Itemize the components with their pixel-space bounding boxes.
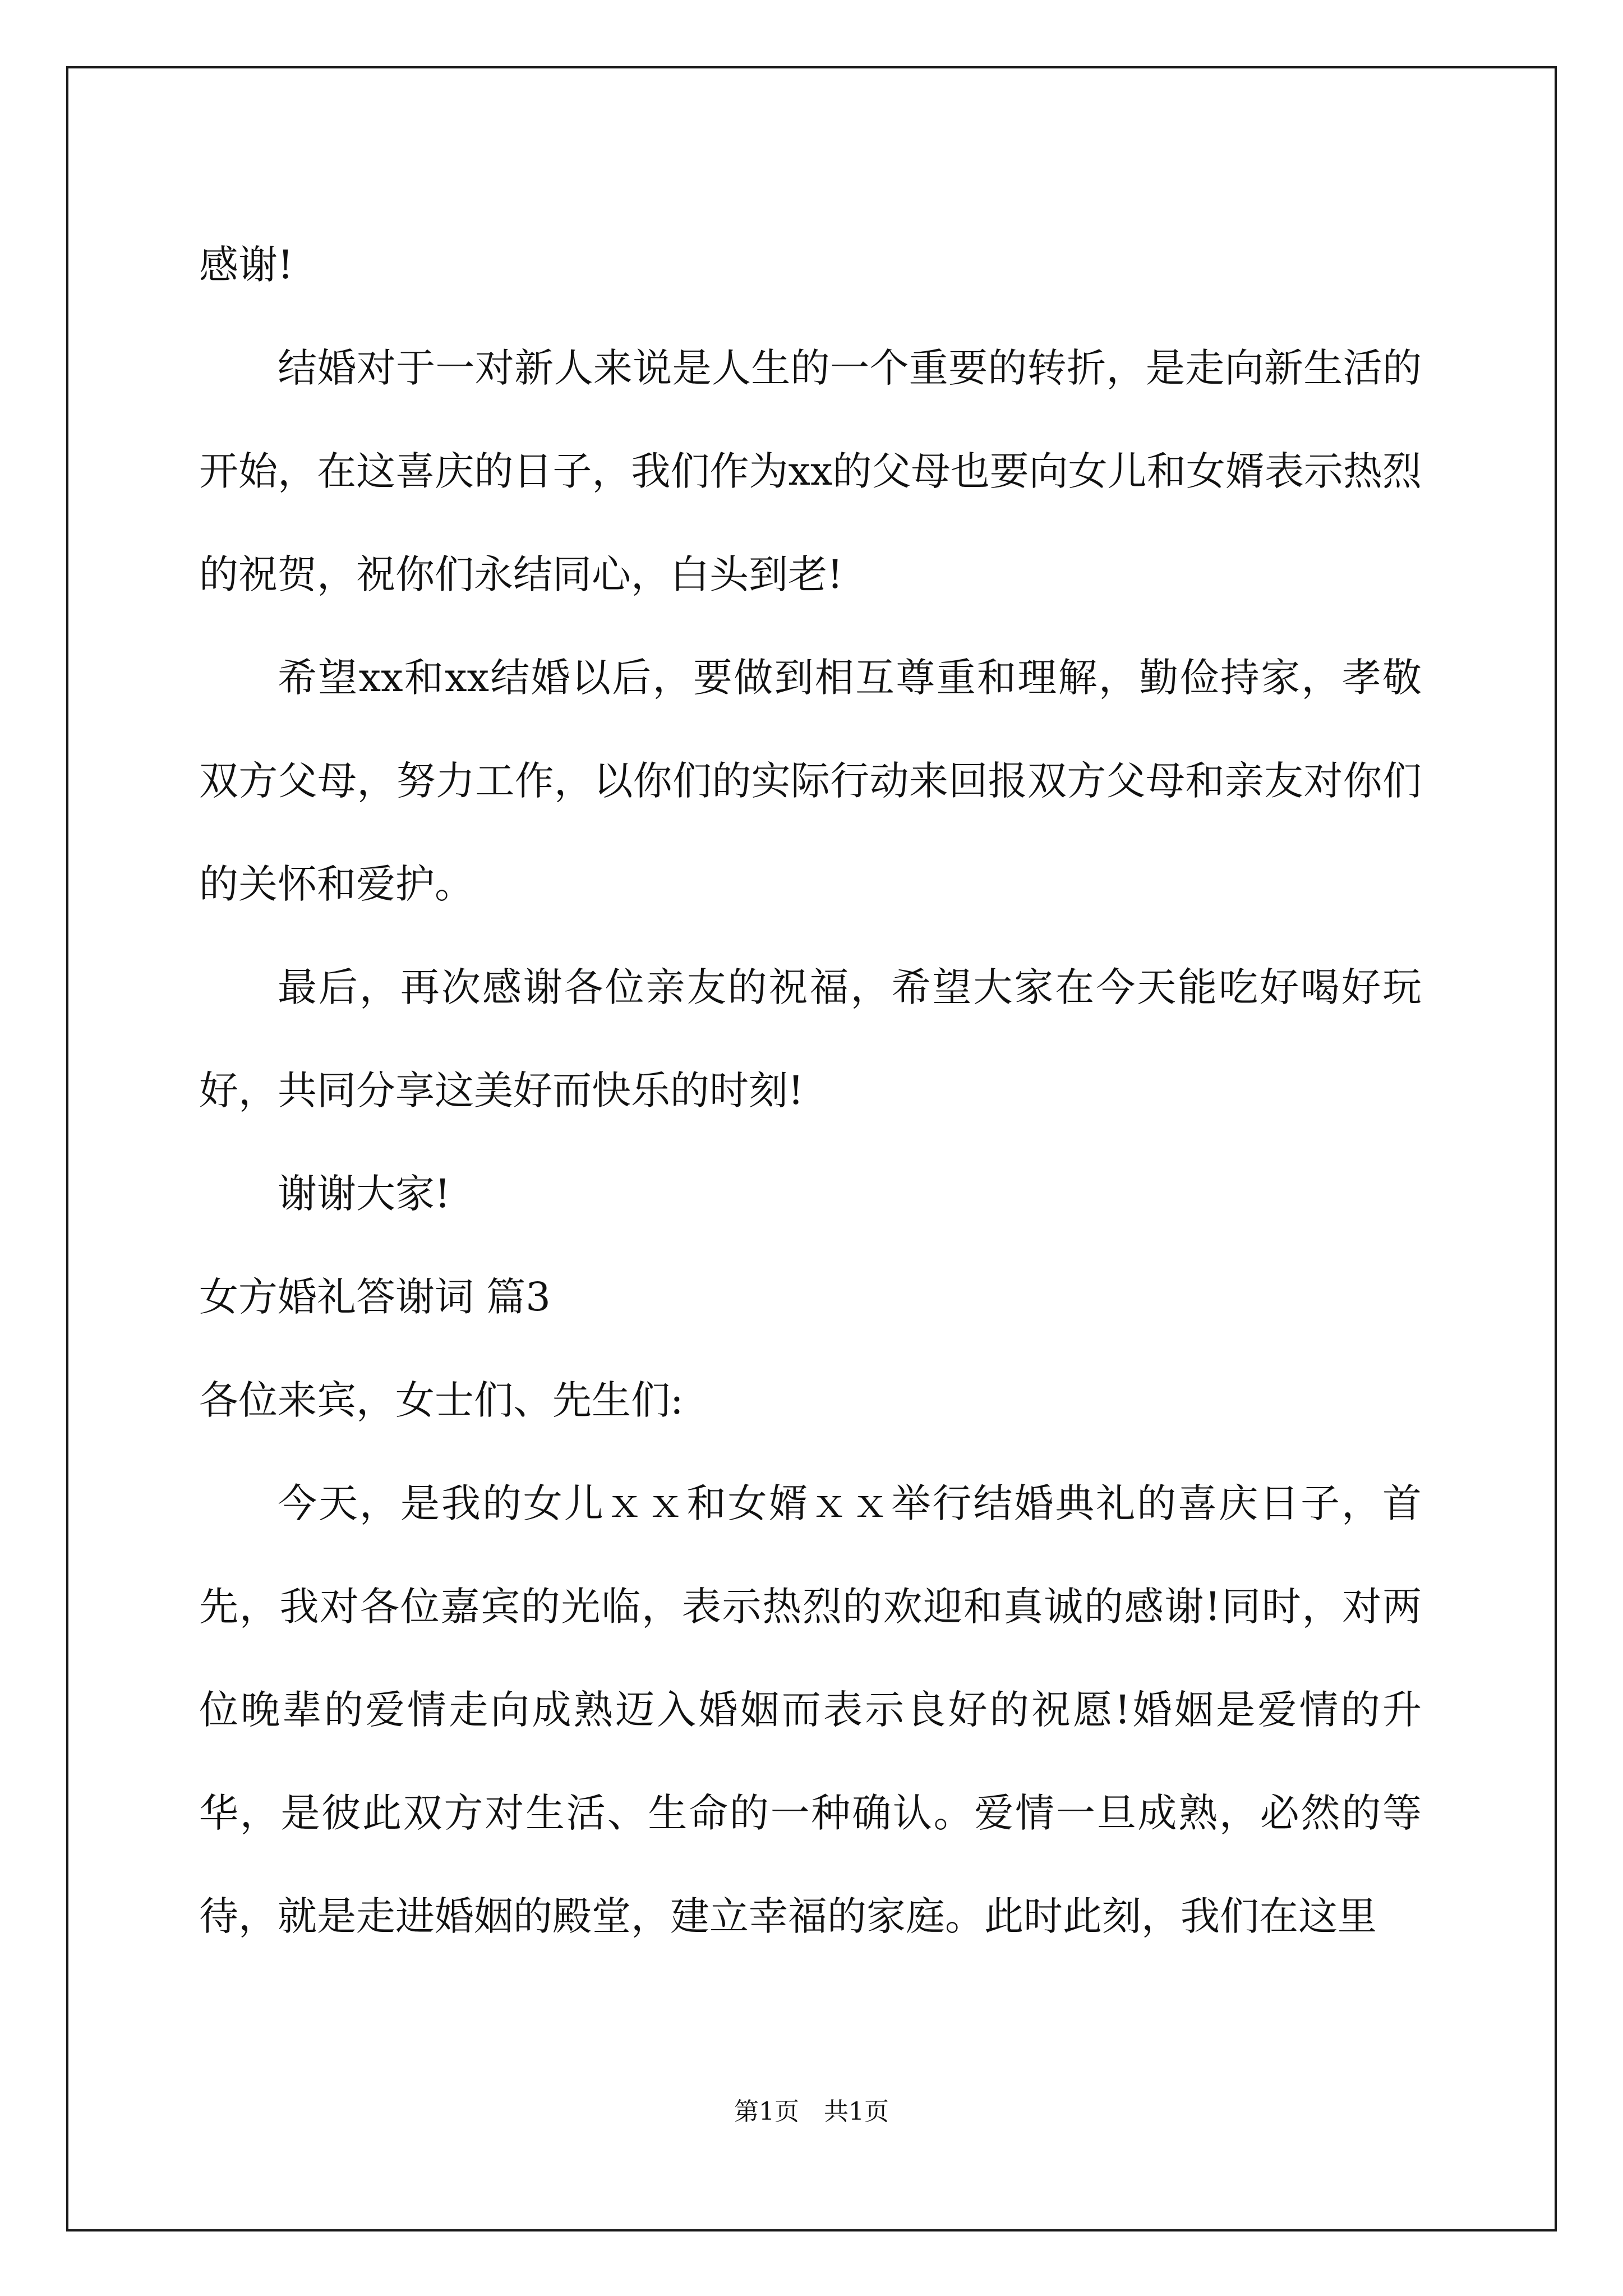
- paragraph-hopes: 希望xx和xx结婚以后，要做到相互尊重和理解，勤俭持家，孝敬双方父母，努力工作，以你们的实际行动来回报双方父母和亲友对你们的关怀和爱护。: [199, 655, 1422, 907]
- page-footer: 第1页 共1页: [734, 2097, 889, 2126]
- paragraph-final-thanks: 最后，再次感谢各位亲友的祝福，希望大家在今天能吃好喝好玩好，共同分享这美好而快乐的时刻!: [199, 964, 1422, 1114]
- paragraph-salutation: 各位来宾，女士们、先生们:: [199, 1377, 684, 1423]
- paragraph-speech-body: 今天，是我的女儿ｘｘ和女婿ｘｘ举行结婚典礼的喜庆日子，首先，我对各位嘉宾的光临，表示热烈的欢迎和真诚的感谢!同时，对两位晚辈的爱情走向成熟迈入婚姻而表示良好的祝愿!婚姻是爱情的升华，是彼此双方对生活、生命的一种确认。爱情一旦成熟，必然的等待，就是走进婚姻的殿堂，建立幸福的家庭。此时此刻，我们在这里: [199, 1480, 1422, 1939]
- paragraph-marriage-blessing: 结婚对于一对新人来说是人生的一个重要的转折，是走向新生活的开始，在这喜庆的日子，我们作为xx的父母也要向女儿和女婿表示热烈的祝贺，祝你们永结同心，白头到老!: [199, 345, 1422, 597]
- paragraph-thank-everyone: 谢谢大家!: [278, 1171, 451, 1217]
- section-heading: 女方婚礼答谢词 篇3: [199, 1274, 551, 1320]
- document-body: [199, 213, 1422, 1968]
- paragraph-closing-thanks: 感谢!: [199, 242, 294, 288]
